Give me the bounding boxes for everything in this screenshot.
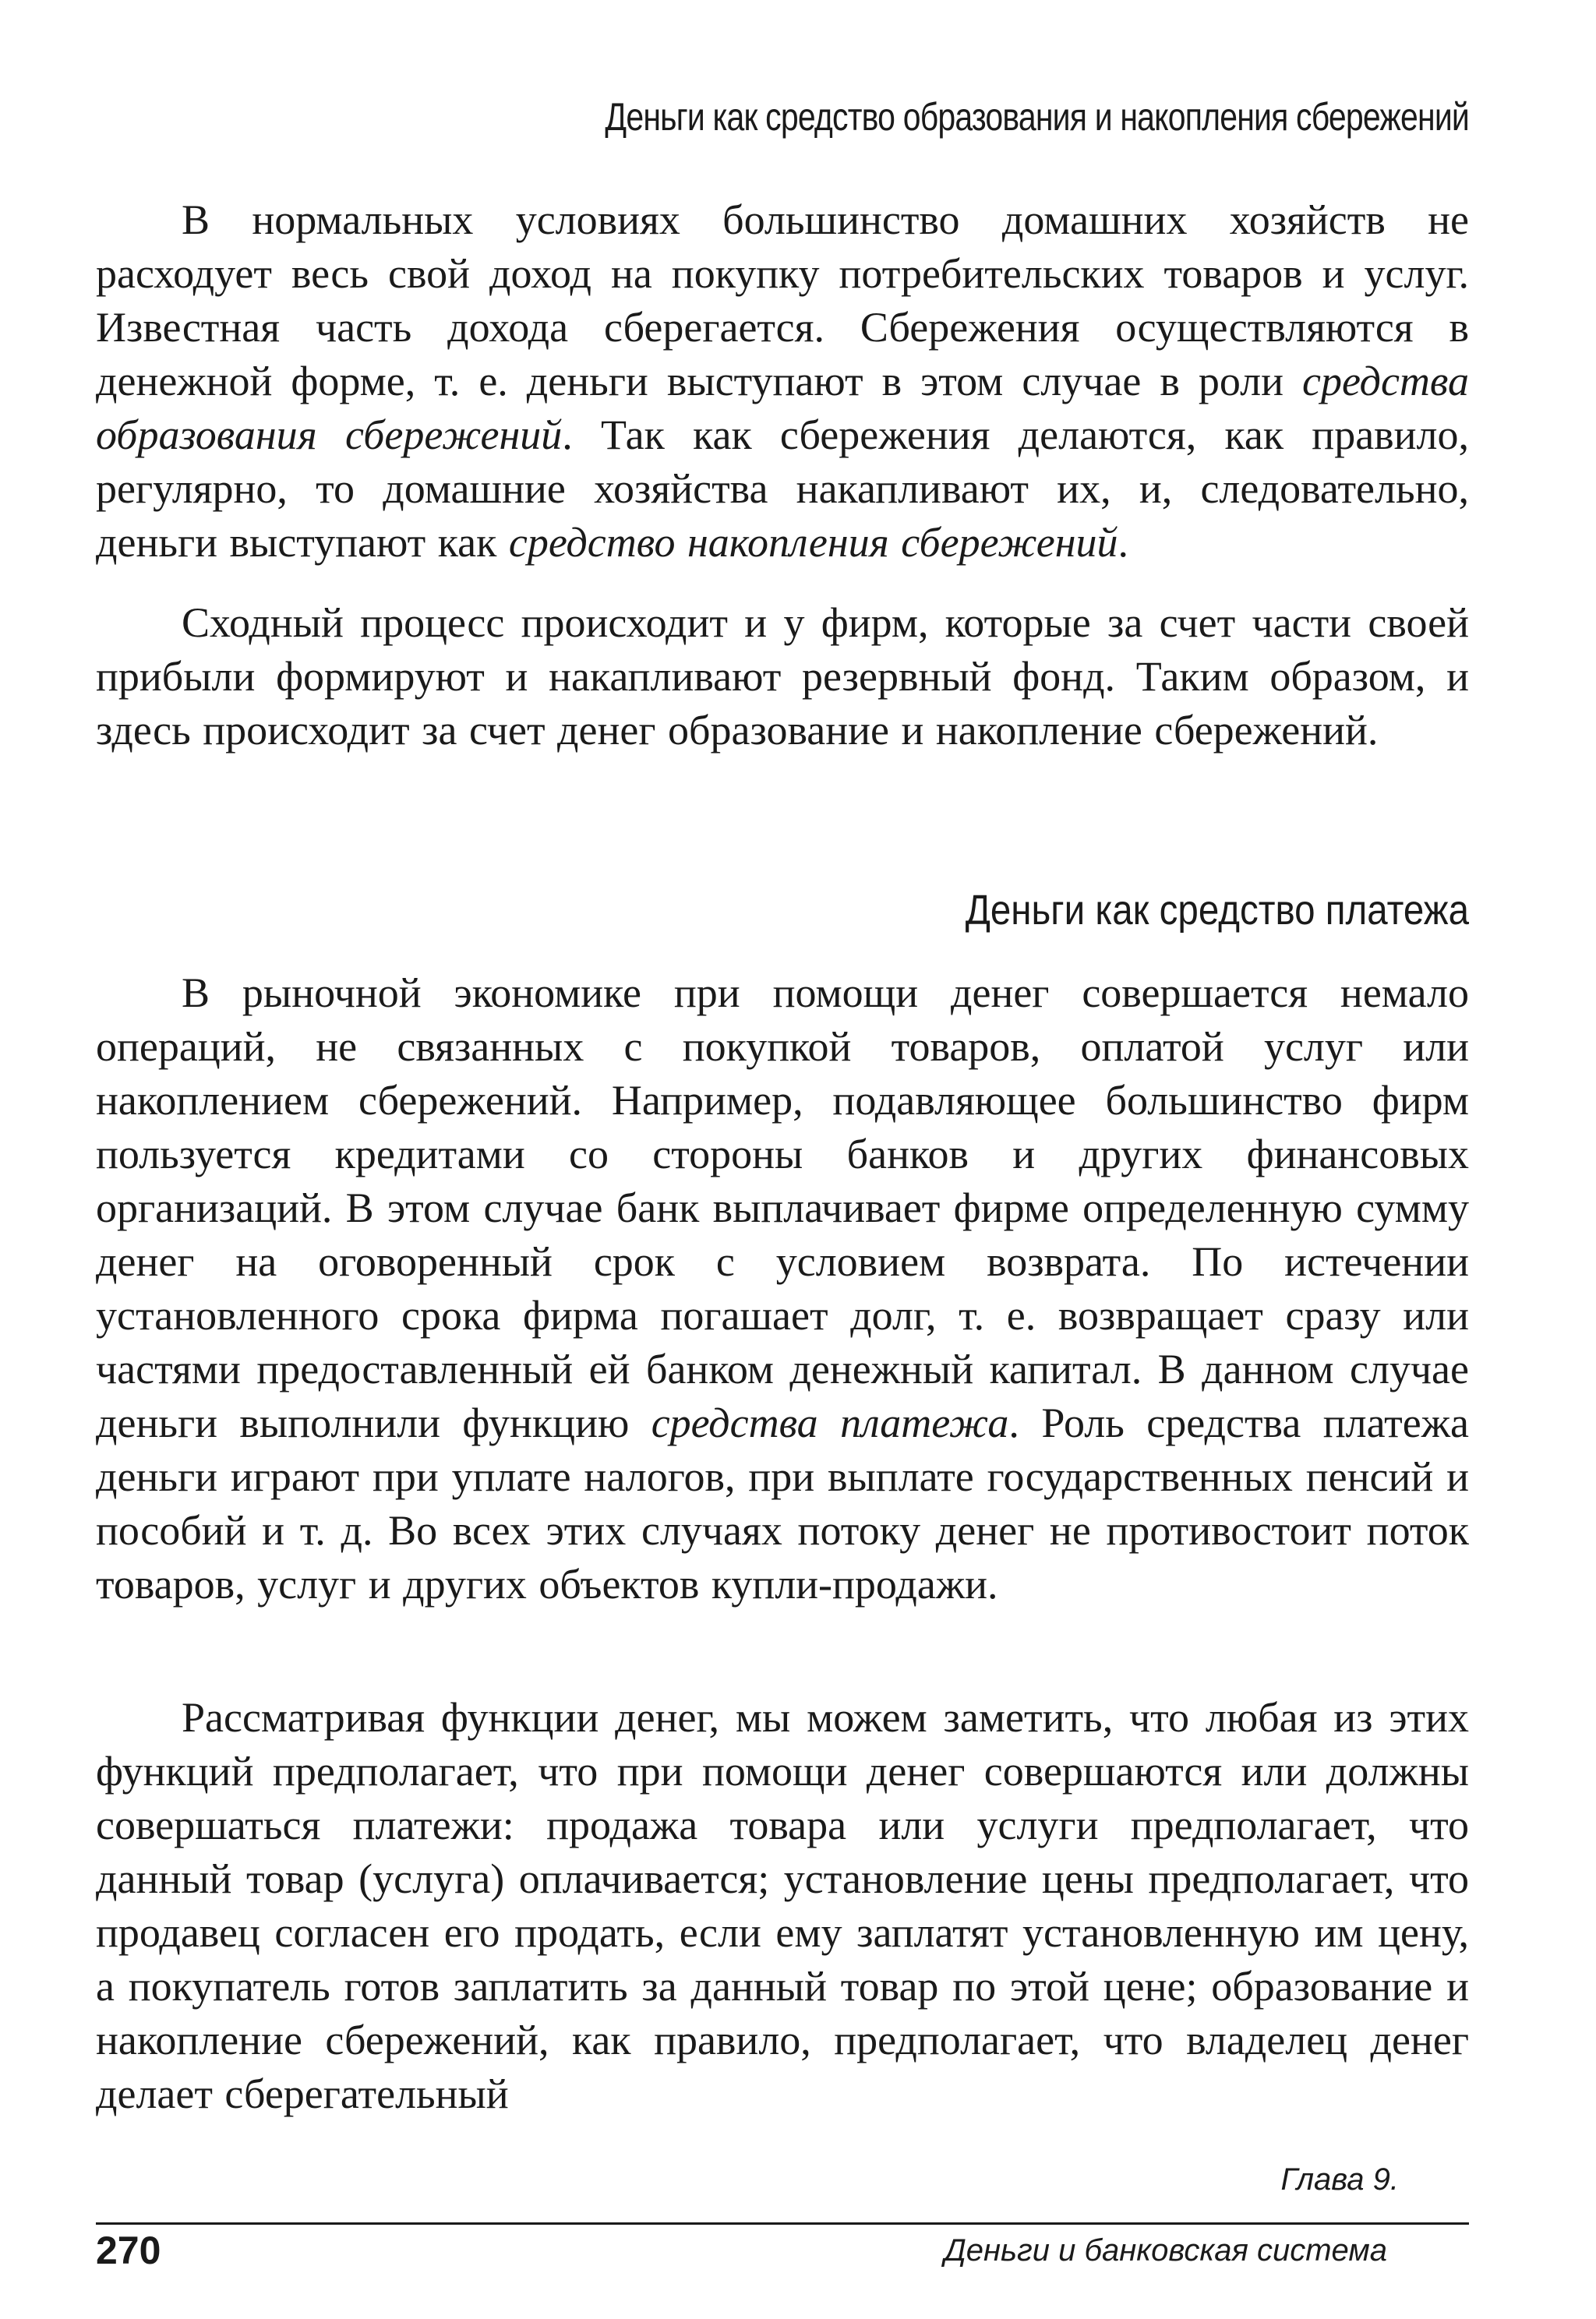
paragraph-text: . Так как сбережения делаются, как правило, регулярно, то домашние хозяйства накапливают их, и, следовательно, деньги выступают как	[96, 411, 1470, 566]
paragraph-savings-households	[96, 193, 1469, 570]
emphasis-term: средство накопления сбережений	[508, 519, 1118, 566]
running-head: Деньги как средство образования и накопления сбережений	[605, 95, 1469, 139]
paragraph-means-of-payment	[96, 966, 1469, 1611]
paragraph-text: .	[1118, 519, 1128, 566]
footer-chapter-label: Глава 9.	[1280, 2162, 1399, 2197]
paragraph-text: Сходный процесс происходит и у фирм, которые за счет части своей прибыли формируют и накапливают резервный фонд. Таким образом, и здесь происходит за счет денег образование и накопление сбережений.	[96, 599, 1469, 754]
paragraph-text: В рыночной экономике при помощи денег совершается немало операций, не связанных с покупкой товаров, оплатой услуг или накоплением сбережений. Например, подавляющее большинство фирм пользуется кредитами со стороны банков и других финансовых организаций. В этом случае банк выплачивает фирме определенную сумму денег на оговоренный срок с условием возврата. По истечении установленного срока фирма погашает долг, т. е. возвращает сразу или частями предоставленный ей банком денежный капитал. В данном случае деньги выполнили функцию	[96, 969, 1469, 1446]
footer-rule	[96, 2222, 1469, 2225]
emphasis-term: средства образования сбережений	[96, 358, 1469, 458]
section-heading: Деньги как средство платежа	[965, 887, 1469, 934]
paragraph-text: В нормальных условиях большинство домашних хозяйств не расходует весь свой доход на покупку потребительских товаров и услуг. Известная часть дохода сберегается. Сбережения осуществляются в денежной форме, т. е. деньги выступают в этом случае в роли	[96, 196, 1469, 404]
paragraph-text: . Роль средства платежа деньги играют при уплате налогов, при выплате государственных пенсий и пособий и т. д. Во всех этих случаях потоку денег не противостоит поток товаров, услуг и других объектов купли-продажи.	[96, 1400, 1469, 1608]
page-number: 270	[96, 2229, 161, 2272]
footer-chapter-title: Деньги и банковская система	[944, 2233, 1387, 2268]
paragraph-functions-summary	[96, 1691, 1469, 2121]
paragraph-savings-firms	[96, 596, 1469, 757]
emphasis-term: средства платежа	[651, 1400, 1009, 1446]
paragraph-text: Рассматривая функции денег, мы можем заметить, что любая из этих функций предполагает, что при помощи денег совершаются или должны совершаться платежи: продажа товара или услуги предполагает, что данный товар (услуга) оплачивается; установление цены предполагает, что продавец согласен его продать, если ему заплатят установленную им цену, а покупатель готов заплатить за данный товар по этой цене; образование и накопление сбережений, как правило, предполагает, что владелец денег делает сберегательный	[96, 1694, 1469, 2117]
